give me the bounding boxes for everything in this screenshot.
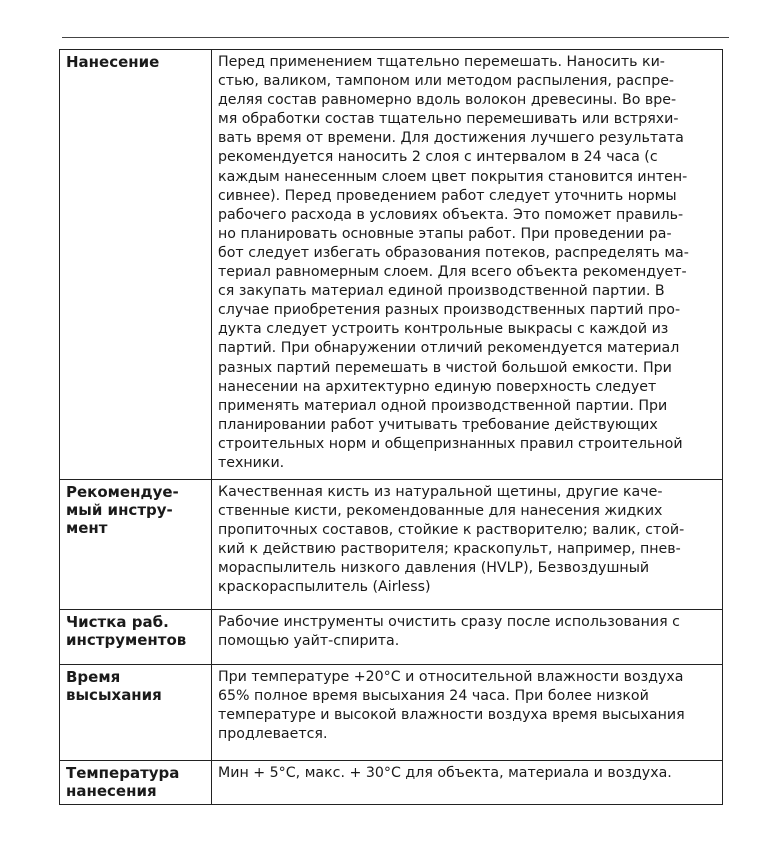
row-value-drying-time <box>212 665 723 761</box>
text-line: каждым нанесенным слоем цвет покрытия становится интен- <box>218 168 688 185</box>
row-label-tool-cleaning <box>60 610 212 665</box>
text-line: рекомендуется наносить 2 слоя с интервалом в 24 часа (с <box>218 149 658 166</box>
text-line: мя обработки состав тщательно перемешивать или встряхи- <box>218 111 679 128</box>
label-line: мент <box>66 519 108 537</box>
label-line: Чистка раб. <box>66 613 169 631</box>
text-line: Перед применением тщательно перемешать. Наносить ки- <box>218 54 665 70</box>
row-value-recommended-tool <box>212 480 723 610</box>
text-line: строительных норм и общепризнанных правил строительной <box>218 435 683 452</box>
table-row <box>60 761 723 805</box>
row-label-recommended-tool <box>60 480 212 610</box>
text-line: мораспылитель низкого давления (HVLP), Безвоздушный <box>218 560 650 577</box>
text-line: разных партий перемешать в чистой большой емкости. При <box>218 359 672 376</box>
specification-table <box>59 49 723 805</box>
text-line: деляя состав равномерно вдоль волокон древесины. Во вре- <box>218 92 677 109</box>
row-value-tool-cleaning <box>212 610 723 665</box>
label-line: инструментов <box>66 631 187 649</box>
text-line: рабочего расхода в условиях объекта. Это поможет правиль- <box>218 206 684 223</box>
text-line: 65% полное время высыхания 24 часа. При более низкой <box>218 688 649 705</box>
text-line: нанесении на архитектурно единую поверхность следует <box>218 378 657 395</box>
text-line: продлевается. <box>218 726 328 743</box>
text-line: бот следует избегать образования потеков, распределять ма- <box>218 244 689 261</box>
text-line: применять материал одной производственной партии. При <box>218 397 668 414</box>
text-line: Качественная кисть из натуральной щетины, другие каче- <box>218 484 663 500</box>
label-line: мый инстру- <box>66 501 173 519</box>
text-line: Мин + 5°С, макс. + 30°С для объекта, материала и воздуха. <box>218 765 672 781</box>
text-line: кий к действию растворителя; краскопульт, например, пнев- <box>218 541 681 558</box>
table-row <box>60 665 723 761</box>
text-line: вать время от времени. Для достижения лучшего результата <box>218 130 684 147</box>
text-line: стью, валиком, тампоном или методом распыления, распре- <box>218 73 675 90</box>
text-line: случае приобретения разных производственных партий про- <box>218 302 681 319</box>
label-line: Время <box>66 668 121 686</box>
row-label-drying-time <box>60 665 212 761</box>
text-line: краскораспылитель (Airless) <box>218 579 431 596</box>
text-line: помощью уайт-спирита. <box>218 633 400 650</box>
text-line: техники. <box>218 454 285 471</box>
text-line: дукта следует устроить контрольные выкрасы с каждой из <box>218 321 669 338</box>
text-line: сивнее). Перед проведением работ следует уточнить нормы <box>218 187 677 204</box>
table-row <box>60 480 723 610</box>
label-line: Нанесение <box>66 53 160 71</box>
text-line: партий. При обнаружении отличий рекомендуется материал <box>218 340 680 357</box>
text-line: но планировать основные этапы работ. При проведении ра- <box>218 225 672 242</box>
text-line: териал равномерным слоем. Для всего объекта рекомендует- <box>218 264 687 281</box>
text-line: планировании работ учитывать требование действующих <box>218 416 658 433</box>
text-line: ственные кисти, рекомендованные для нанесения жидких <box>218 503 663 520</box>
text-line: Рабочие инструменты очистить сразу после использования с <box>218 614 680 630</box>
row-value-application-temperature <box>212 761 723 805</box>
label-line: Рекомендуе- <box>66 483 179 501</box>
label-line: Температура <box>66 764 180 782</box>
table-row <box>60 50 723 480</box>
header-rule <box>62 37 729 38</box>
text-line: пропиточных составов, стойкие к растворителю; валик, стой- <box>218 522 685 539</box>
row-value-application <box>212 50 723 480</box>
row-label-application-temperature <box>60 761 212 805</box>
text-line: ся закупать материал единой производственной партии. В <box>218 283 665 300</box>
table-row <box>60 610 723 665</box>
label-line: высыхания <box>66 686 162 704</box>
label-line: нанесения <box>66 782 157 800</box>
text-line: температуре и высокой влажности воздуха время высыхания <box>218 707 685 724</box>
text-line: При температуре +20°С и относительной влажности воздуха <box>218 669 684 685</box>
row-label-application <box>60 50 212 480</box>
